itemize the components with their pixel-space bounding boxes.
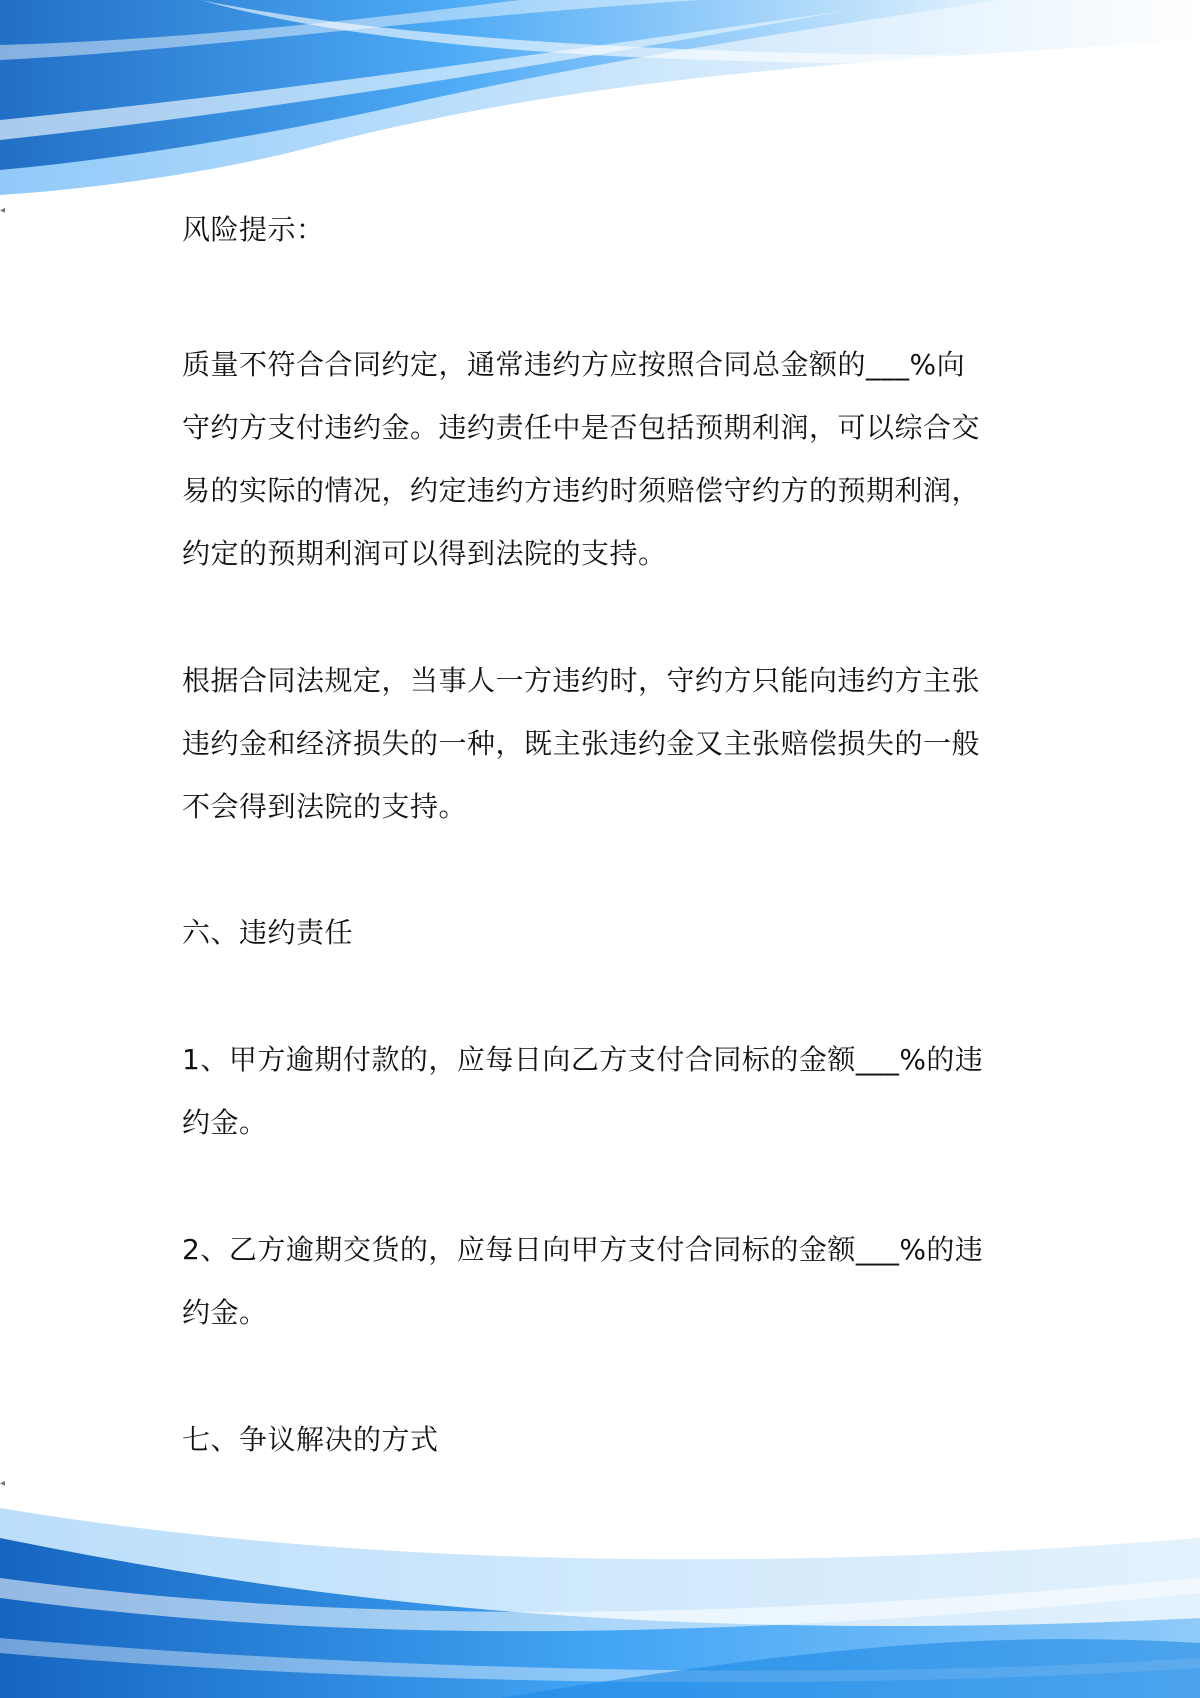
clause-line: 2、乙方逾期交货的，应每日向甲方支付合同标的金额___%的违 [182, 1233, 984, 1266]
margin-mark-bottom: ◂ [0, 1478, 6, 1489]
clause-line: 1、甲方逾期付款的，应每日向乙方支付合同标的金额___%的违 [182, 1043, 984, 1076]
clause-line: 约金。 [182, 1106, 268, 1139]
paragraph-line: 约定的预期利润可以得到法院的支持。 [182, 537, 667, 570]
top-wave-decoration [0, 0, 1200, 200]
paragraph-line: 守约方支付违约金。违约责任中是否包括预期利润，可以综合交 [182, 411, 981, 444]
clause-line: 约金。 [182, 1296, 268, 1329]
margin-mark-top: ◂ [0, 205, 6, 216]
paragraph-line: 质量不符合合同约定，通常违约方应按照合同总金额的___%向 [182, 348, 966, 381]
bottom-wave-decoration [0, 1468, 1200, 1698]
risk-heading: 风险提示： [182, 213, 325, 246]
paragraph-line: 易的实际的情况，约定违约方违约时须赔偿守约方的预期利润， [182, 474, 981, 507]
paragraph-line: 根据合同法规定，当事人一方违约时，守约方只能向违约方主张 [182, 664, 981, 697]
section-heading-dispute: 七、争议解决的方式 [182, 1423, 439, 1456]
paragraph-line: 违约金和经济损失的一种，既主张违约金又主张赔偿损失的一般 [182, 727, 981, 760]
section-heading-liability: 六、违约责任 [182, 916, 354, 949]
paragraph-line: 不会得到法院的支持。 [182, 790, 468, 823]
